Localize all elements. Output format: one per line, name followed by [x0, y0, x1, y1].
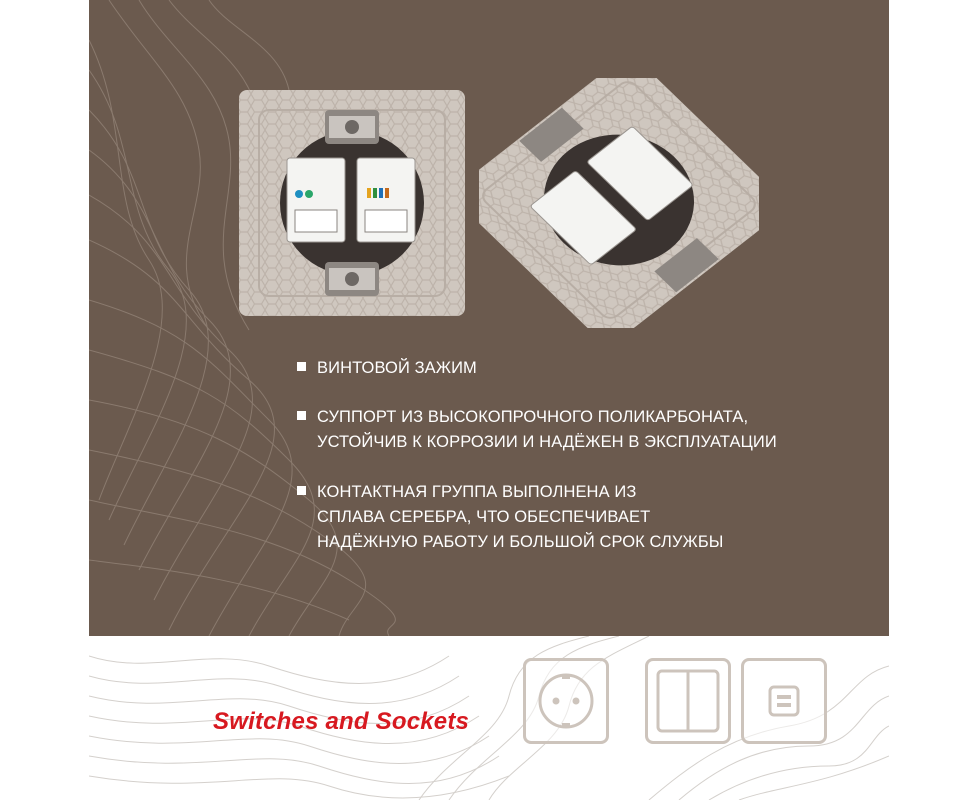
product-panel	[89, 0, 889, 636]
schuko-socket-icon	[526, 661, 606, 741]
feature-list	[297, 356, 857, 580]
double-rj45-module-angled	[479, 78, 759, 328]
switch-outline	[645, 658, 731, 744]
square-bullet-icon	[297, 486, 306, 495]
feature-item	[297, 405, 857, 455]
feature-item	[297, 480, 857, 555]
double-switch-icon	[648, 661, 728, 741]
square-bullet-icon	[297, 411, 306, 420]
feature-text: КОНТАКТНАЯ ГРУППА ВЫПОЛНЕНА ИЗ СПЛАВА СЕРЕБРА, ЧТО ОБЕСПЕЧИВАЕТ НАДЁЖНУЮ РАБОТУ И БОЛЬШОЙ СРОК СЛУЖБЫ	[317, 483, 724, 551]
feature-item	[297, 356, 857, 381]
usb-charger-icon	[744, 661, 824, 741]
feature-text: ВИНТОВОЙ ЗАЖИМ	[317, 359, 477, 377]
brand-footer	[89, 636, 889, 800]
usb-outline	[741, 658, 827, 744]
double-rj45-module-front	[237, 88, 467, 318]
brand-title: Switches and Sockets	[213, 708, 470, 735]
feature-text: СУППОРТ ИЗ ВЫСОКОПРОЧНОГО ПОЛИКАРБОНАТА, УСТОЙЧИВ К КОРРОЗИИ И НАДЁЖЕН В ЭКСПЛУАТАЦИИ	[317, 408, 777, 451]
square-bullet-icon	[297, 362, 306, 371]
socket-outline	[523, 658, 609, 744]
